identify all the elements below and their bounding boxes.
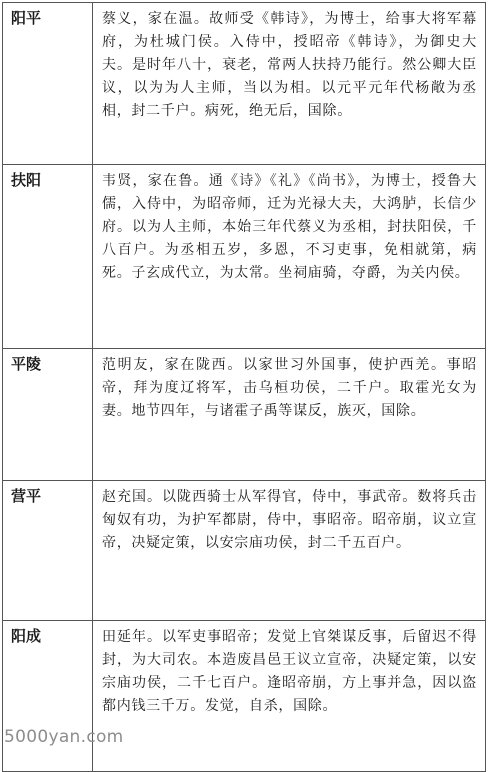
fief-name: 平陵 [3, 349, 93, 481]
fief-name: 扶阳 [3, 165, 93, 349]
biography-text: 赵充国。以陇西骑士从军得官，侍中，事武帝。数将兵击匈奴有功，为护军都尉，侍中，事昭帝。昭帝崩，议立宣帝，决疑定策，以安宗庙功侯，封二千五百户。 [93, 481, 486, 621]
biography-text: 韦贤，家在鲁。通《诗》《礼》《尚书》，为博士，授鲁大儒，入侍中，为昭帝师，迁为光禄大夫，大鸿胪，长信少府。以为人主师，本始三年代蔡义为丞相，封扶阳侯，千八百户。为丞相五岁，多恩，不习吏事，免相就第，病死。子玄成代立，为太常。坐祠庙骑，夺爵，为关内侯。 [93, 165, 486, 349]
table-row [3, 165, 486, 349]
table-row [3, 621, 486, 772]
marquis-table [2, 2, 486, 772]
table-row [3, 481, 486, 621]
fief-name: 阳成 [3, 621, 93, 772]
biography-text: 田延年。以军吏事昭帝；发觉上官桀谋反事，后留迟不得封，为大司农。本造废昌邑王议立宣帝，决疑定策，以安宗庙功侯，二千七百户。逢昭帝崩，方上事并急，因以盗都内钱三千万。发觉，自杀，国除。 [93, 621, 486, 772]
biography-text: 蔡义，家在温。故师受《韩诗》，为博士，给事大将军幕府，为杜城门侯。入侍中，授昭帝《韩诗》，为御史大夫。是时年八十，衰老，常两人扶持乃能行。然公卿大臣议，以为为人主师，当以为相。以元平元年代杨敞为丞相，封二千户。病死，绝无后，国除。 [93, 3, 486, 165]
biography-text: 范明友，家在陇西。以家世习外国事，使护西羌。事昭帝，拜为度辽将军，击乌桓功侯，二千户。取霍光女为妻。地节四年，与诸霍子禹等谋反，族灭，国除。 [93, 349, 486, 481]
site-watermark: 5000yan.com [4, 727, 124, 747]
fief-name: 营平 [3, 481, 93, 621]
table-row [3, 3, 486, 165]
table-row [3, 349, 486, 481]
fief-name: 阳平 [3, 3, 93, 165]
